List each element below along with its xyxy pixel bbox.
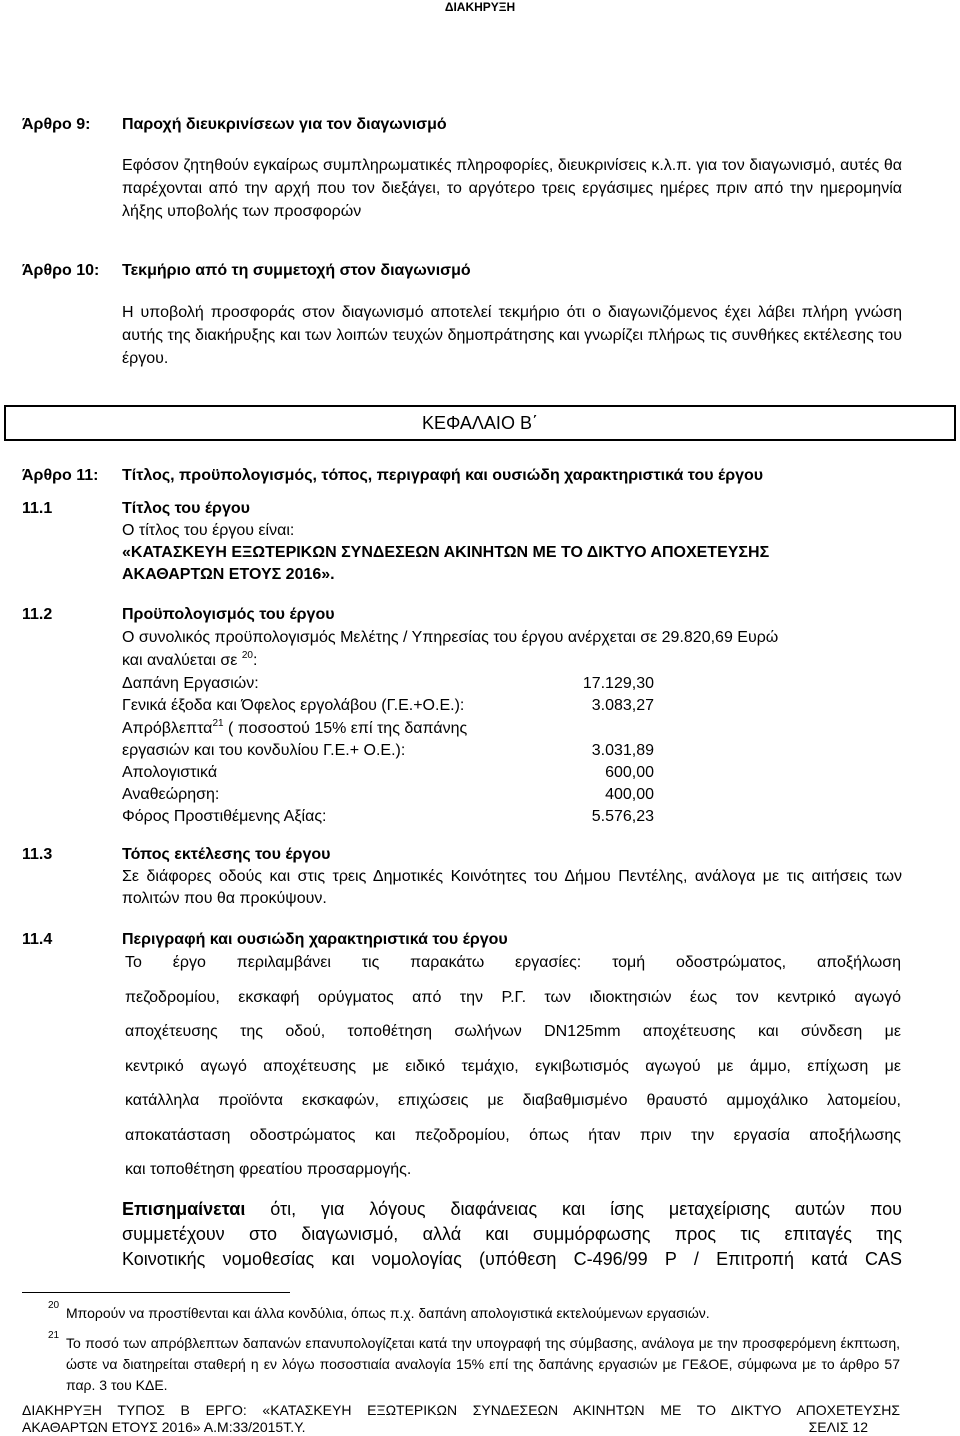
note-line-2: συμμετέχουν στο διαγωνισμό, αλλά και συμμόρφωσης προς τις επιταγές της [122,1224,902,1244]
project-title-line-1: «ΚΑΤΑΣΚΕΥΗ ΕΞΩΤΕΡΙΚΩΝ ΣΥΝΔΕΣΕΩΝ ΑΚΙΝΗΤΩΝ ΜΕ ΤΟ ΔΙΚΤΥΟ ΑΠΟΧΕΤΕΥΣΗΣ [122,544,770,561]
description-line-1: Το έργο περιλαμβάνει τις παρακάτω εργασίες: τομή οδοστρώματος, αποξήλωση [125,954,901,971]
section-11-1-title: Τίτλος του έργου [122,500,250,517]
article-9-number: Άρθρο 9: [22,116,91,133]
cost-value-revision: 400,00 [605,786,654,803]
page-header: ΔΙΑΚΗΡΥΞΗ [444,0,516,14]
chapter-heading: ΚΕΦΑΛΑΙΟ Β΄ [4,405,956,441]
description-line-3: αποχέτευσης της οδού, τοποθέτηση σωλήνων DN125mm αποχέτευσης και σύνδεση με [125,1023,901,1040]
cost-value-works: 17.129,30 [582,675,654,692]
page-footer [22,1402,900,1436]
footnote-separator [22,1292,290,1293]
budget-breakdown-intro: και αναλύεται σε $^{20}$: [122,650,258,669]
article-11-number: Άρθρο 11: [22,467,99,484]
cost-value-accounting: 600,00 [605,764,654,781]
cost-label-contingency-cont: εργασιών και του κονδυλίου Γ.Ε.+ Ο.Ε.): [122,742,406,759]
footnote-20-number: 20 [48,1300,60,1311]
footnote-21-number: 21 [48,1330,60,1341]
cost-label-contingency: Απρόβλεπτα$^{21}$ ( ποσοστού 15% επί της δαπάνης [122,718,468,737]
section-11-3-title: Τόπος εκτέλεσης του έργου [122,846,331,863]
section-11-3-number: 11.3 [22,846,53,863]
article-11-title: Τίτλος, προϋπολογισμός, τόπος, περιγραφή και ουσιώδη χαρακτηριστικά του έργου [122,467,764,484]
section-11-2-title: Προϋπολογισμός του έργου [122,606,335,623]
description-line-7: και τοποθέτηση φρεατίου προσαρμογής. [125,1161,412,1178]
page-number: ΣΕΛΙΣ 12 [808,1419,868,1435]
article-9-text: Εφόσον ζητηθούν εγκαίρως συμπληρωματικές πληροφορίες, διευκρινίσεις κ.λ.π. για τον διαγωνισμό, αυτές θα παρέχονται από την αρχή που τον διεξάγει, το αργότερο τρεις εργάσιμες ημέρες πριν από την ημερομηνία λήξης υποβολής των προσφορών [122,157,902,220]
cost-label-works: Δαπάνη Εργασιών: [122,675,259,692]
cost-label-revision: Αναθεώρηση: [122,786,220,803]
description-line-6: αποκατάσταση οδοστρώματος και πεζοδρομίου, όπως ήταν πριν την εργασία αποξήλωσης [125,1127,901,1144]
note-line-1: Επισημαίνεται ότι, για λόγους διαφάνειας και ίσης μεταχείρισης αυτών που [122,1199,902,1219]
description-line-5: κατάλληλα προϊόντα εκσκαφών, επιχώσεις με διαβαθμισμένο θραυστό αμμοχάλικο λατομείου, [125,1092,901,1109]
section-11-4-title: Περιγραφή και ουσιώδη χαρακτηριστικά του έργου [122,931,508,948]
section-11-4-number: 11.4 [22,931,53,948]
article-10-title: Τεκμήριο από τη συμμετοχή στον διαγωνισμό [122,262,471,279]
article-10-number: Άρθρο 10: [22,262,100,279]
footnote-20-text: Μπορούν να προστίθενται και άλλα κονδύλια, όπως π.χ. δαπάνη απολογιστικά εκτελούμενων εργασιών. [66,1305,710,1321]
footnote-ref-20: 20 [241,650,253,661]
article-10-text: Η υποβολή προσφοράς στον διαγωνισμό αποτελεί τεκμήριο ότι ο διαγωνιζόμενος έχει λάβει πλήρη γνώση αυτής της διακήρυξης και των λοιπών τευχών δημοπράτησης και γνωρίζει πλήρως τις συνθήκες εκτέλεσης του έργου. [122,304,902,367]
section-11-2-number: 11.2 [22,606,53,623]
cost-label-overhead: Γενικά έξοδα και Όφελος εργολάβου (Γ.Ε.+Ο.Ε.): [122,697,465,714]
section-11-3-text: Σε διάφορες οδούς και στις τρεις Δημοτικές Κοινότητες του Δήμου Πεντέλης, ανάλογα με τις αιτήσεις των πολιτών που θα προκύψουν. [122,868,902,907]
footnote-ref-21: 21 [212,718,224,729]
footer-line-2: ΑΚΑΘΑΡΤΩΝ ΕΤΟΥΣ 2016» Α.Μ:33/2015Τ.Υ. [22,1419,306,1435]
cost-label-accounting: Απολογιστικά [122,764,218,781]
cost-value-contingency: 3.031,89 [591,742,654,759]
description-line-4: κεντρικό αγωγό αποχέτευσης με ειδικό τεμάχιο, εγκιβωτισμός αγωγού με άμμο, επίχωση με [125,1058,901,1075]
article-9-title: Παροχή διευκρινίσεων για τον διαγωνισμό [122,116,447,133]
note-line-3: Κοινοτικής νομοθεσίας και νομολογίας (υπόθεση C-496/99 P / Επιτροπή κατά CAS [122,1249,902,1269]
description-line-2: πεζοδρομίου, εκσκαφή ορύγματος από την Ρ.Γ. των ιδιοκτησιών έως τον κεντρικό αγωγό [125,989,901,1006]
section-11-1-number: 11.1 [22,500,53,517]
cost-value-overhead: 3.083,27 [591,697,654,714]
budget-total-line: Ο συνολικός προϋπολογισμός Μελέτης / Υπηρεσίας του έργου ανέρχεται σε 29.820,69 Ευρώ [122,629,779,646]
cost-value-vat: 5.576,23 [591,808,654,825]
footnote-21-text: Το ποσό των απρόβλεπτων δαπανών επανυπολογίζεται κατά την υπογραφή της σύμβασης, ανάλογα με την προσφερόμενη έκπτωση, ώστε να διατηρείται σταθερή η εν λόγω ποσοστιαία αναλογία 15% επί της δαπάνης εργασιών με ΓΕ&ΟΕ, σύμφωνα με το άρθρο 57 παρ. 3 του ΚΔΕ. [66,1335,900,1393]
footer-line-1: ΔΙΑΚΗΡΥΞΗ ΤΥΠΟΣ Β ΕΡΓΟ: «ΚΑΤΑΣΚΕΥΗ ΕΞΩΤΕΡΙΚΩΝ ΣΥΝΔΕΣΕΩΝ ΑΚΙΝΗΤΩΝ ΜΕ ΤΟ ΔΙΚΤΥΟ ΑΠΟΧΕΤΕΥΣΗΣ [22,1402,900,1418]
project-title-line-2: ΑΚΑΘΑΡΤΩΝ ΕΤΟΥΣ 2016». [122,566,335,583]
cost-label-vat: Φόρος Προστιθέμενης Αξίας: [122,808,327,825]
section-11-1-intro: Ο τίτλος του έργου είναι: [122,522,295,539]
